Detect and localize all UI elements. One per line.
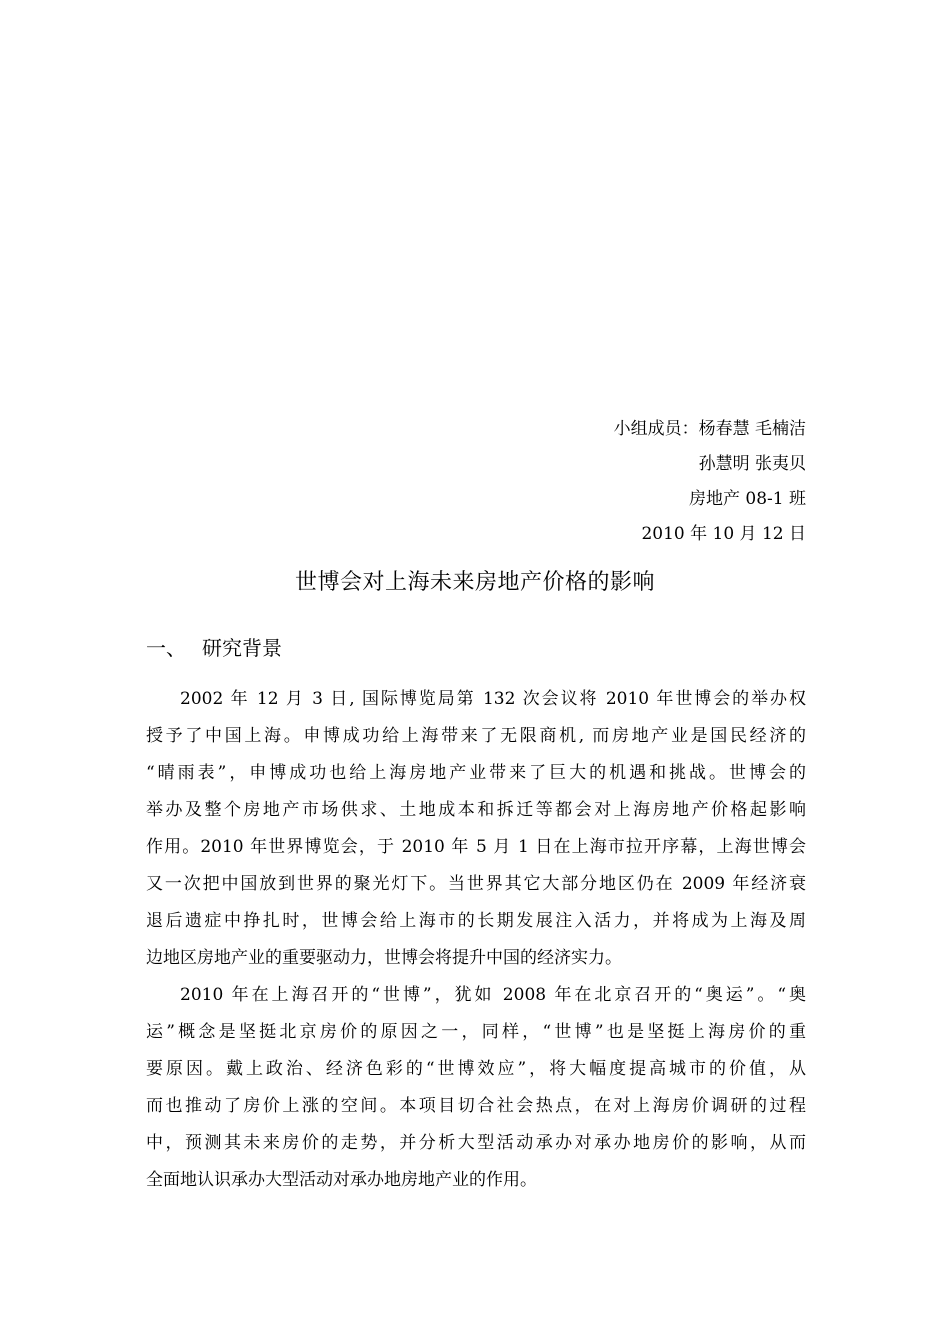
paragraph-line: “晴雨表”，申博成功也给上海房地产业带来了巨大的机遇和挑战。世博会的	[146, 763, 806, 783]
body-text	[146, 681, 806, 1199]
paragraph-line: 退后遗症中挣扎时，世博会给上海市的长期发展注入活力，并将成为上海及周	[146, 911, 806, 931]
paragraph-line: 授予了中国上海。申博成功给上海带来了无限商机, 而房地产业是国民经济的	[146, 726, 806, 746]
document-title: 世博会对上海未来房地产价格的影响	[294, 570, 655, 595]
paragraph-line: 全面地认识承办大型活动对承办地房地产业的作用。	[146, 1170, 537, 1190]
paragraph-line: 2010 年在上海召开的“世博”，犹如 2008 年在北京召开的“奥运”。“奥	[180, 985, 806, 1005]
paragraph-line: 边地区房地产业的重要驱动力，世博会将提升中国的经济实力。	[146, 948, 622, 968]
paragraph-2	[146, 977, 806, 1199]
paragraph-line: 2002 年 12 月 3 日, 国际博览局第 132 次会议将 2010 年世博会的举办权	[180, 689, 806, 709]
paragraph-line: 又一次把中国放到世界的聚光灯下。当世界其它大部分地区仍在 2009 年经济衰	[146, 874, 806, 894]
paragraph-line: 运”概念是坚挺北京房价的原因之一，同样，“世博”也是坚挺上海房价的重	[146, 1022, 806, 1042]
group-members-line-1: 小组成员：杨春慧 毛楠洁	[613, 419, 806, 439]
paragraph-line: 要原因。戴上政治、经济色彩的“世博效应”，将大幅度提高城市的价值，从	[146, 1059, 806, 1079]
section-number: 一、	[146, 636, 186, 660]
paragraph-line: 作用。2010 年世界博览会，于 2010 年 5 月 1 日在上海市拉开序幕，上海世博会	[146, 837, 806, 857]
author-info-block	[614, 412, 806, 552]
paragraph-1	[146, 681, 806, 977]
document-date: 2010 年 10 月 12 日	[641, 524, 806, 544]
paragraph-line: 中，预测其未来房价的走势，并分析大型活动承办对承办地房价的影响，从而	[146, 1133, 806, 1153]
section-heading	[146, 631, 282, 665]
group-members-line-2: 孙慧明 张夷贝	[698, 454, 806, 474]
paragraph-line: 而也推动了房价上涨的空间。本项目切合社会热点，在对上海房价调研的过程	[146, 1096, 806, 1116]
section-title: 研究背景	[202, 636, 282, 660]
class-name: 房地产 08-1 班	[689, 489, 806, 509]
paragraph-line: 举办及整个房地产市场供求、土地成本和拆迁等都会对上海房地产价格起影响	[146, 800, 806, 820]
